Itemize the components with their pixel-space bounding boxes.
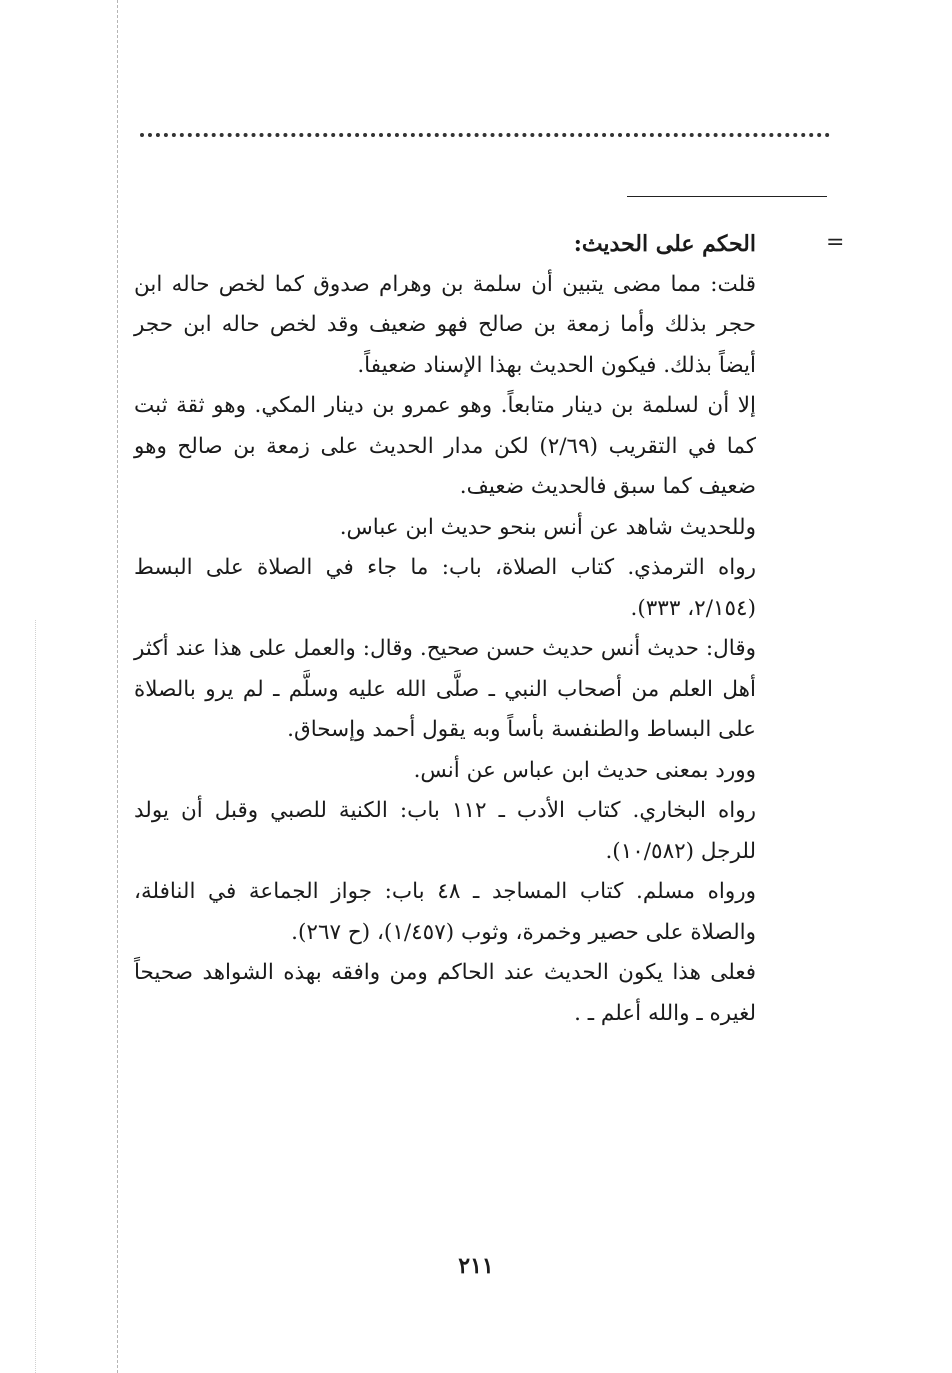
paragraph: وقال: حديث أنس حديث حسن صحيح. وقال: والعمل على هذا عند أكثر أهل العلم من أصحاب النبي ـ صلَّى الله عليه وسلَّم ـ لم يرو بالصلاة على البساط والطنفسة بأساً وبه يقول أحمد وإسحاق. xyxy=(134,636,756,742)
section-heading: الحكم على الحديث: xyxy=(573,231,756,257)
dotted-separator xyxy=(140,133,830,137)
paragraph: فعلى هذا يكون الحديث عند الحاكم ومن وافقه بهذه الشواهد صحيحاً لغيره ـ والله أعلم ـ . xyxy=(134,960,756,1026)
page-edge-line xyxy=(117,0,118,1373)
paragraph: وورد بمعنى حديث ابن عباس عن أنس. xyxy=(413,757,756,783)
paragraph: قلت: مما مضى يتبين أن سلمة بن وهرام صدوق كما لخص حاله ابن حجر بذلك وأما زمعة بن صالح فهو ضعيف وقد لخص حاله ابن حجر أيضاً بذلك. فيكون الحديث بهذا الإسناد ضعيفاً. xyxy=(134,271,756,378)
paragraph: وللحديث شاهد عن أنس بنحو حديث ابن عباس. xyxy=(339,514,756,540)
paragraph: رواه الترمذي. كتاب الصلاة، باب: ما جاء في الصلاة على البسط (٢/١٥٤، ٣٣٣). xyxy=(134,555,756,621)
continuation-mark: = xyxy=(826,230,845,255)
main-text xyxy=(134,224,756,1034)
paragraph: ورواه مسلم. كتاب المساجد ـ ٤٨ باب: جواز الجماعة في النافلة، والصلاة على حصير وخمرة، وثوب (١/٤٥٧)، (ح ٢٦٧). xyxy=(134,879,756,945)
paragraph: رواه البخاري. كتاب الأدب ـ ١١٢ باب: الكنية للصبي وقبل أن يولد للرجل (١٠/٥٨٢). xyxy=(134,798,757,864)
page-number: ٢١١ xyxy=(458,1253,494,1279)
paragraph: إلا أن لسلمة بن دينار متابعاً. وهو عمرو بن دينار المكي. وهو ثقة ثبت كما في التقريب (٢/٦٩) لكن مدار الحديث على زمعة بن صالح وهو ضعيف كما سبق فالحديث ضعيف. xyxy=(134,393,756,499)
footnote-rule xyxy=(627,196,827,197)
